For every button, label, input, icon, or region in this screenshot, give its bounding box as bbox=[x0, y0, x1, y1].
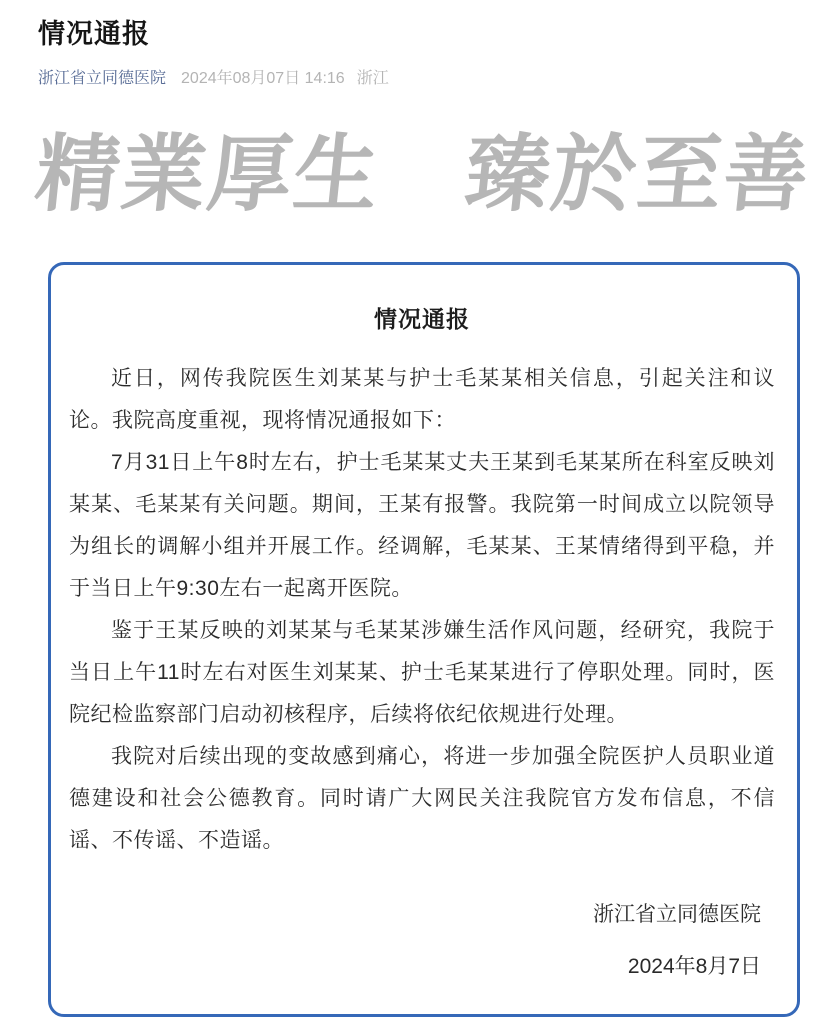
publisher-link[interactable]: 浙江省立同德医院 bbox=[38, 70, 167, 88]
notice-paragraph: 近日，网传我院医生刘某某与护士毛某某相关信息，引起关注和议论。我院高度重视，现将情况通报如下： bbox=[69, 367, 775, 433]
publish-datetime: 2024年08月07日 14:16 bbox=[181, 70, 345, 88]
notice-paragraph: 7月31日上午8时左右，护士毛某某丈夫王某到毛某某所在科室反映刘某某、毛某某有关问题。期间，王某有报警。我院第一时间成立以院领导为组长的调解小组并开展工作。经调解，毛某某、王某情绪得到平稳，并于当日上午9:30左右一起离开医院。 bbox=[69, 451, 775, 601]
page-title: 情况通报 bbox=[38, 19, 150, 49]
article-header bbox=[0, 0, 832, 90]
byline bbox=[38, 69, 794, 90]
signature-block bbox=[69, 900, 775, 982]
signature-date: 2024年8月7日 bbox=[627, 955, 761, 979]
notice-body bbox=[69, 358, 775, 862]
notice-paragraph: 鉴于王某反映的刘某某与毛某某涉嫌生活作风问题，经研究，我院于当日上午11时左右对医生刘某某、护士毛某某进行了停职处理。同时，医院纪检监察部门启动初核程序，后续将依纪依规进行处理。 bbox=[69, 619, 775, 727]
notice-card bbox=[48, 262, 800, 1017]
signature-org: 浙江省立同德医院 bbox=[593, 903, 761, 927]
notice-heading: 情况通报 bbox=[374, 306, 470, 333]
calligraphy-banner: 精業厚生 臻於至善 bbox=[30, 124, 816, 224]
publish-location: 浙江 bbox=[356, 70, 389, 88]
notice-paragraph: 我院对后续出现的变故感到痛心，将进一步加强全院医护人员职业道德建设和社会公德教育。同时请广大网民关注我院官方发布信息，不信谣、不传谣、不造谣。 bbox=[69, 745, 775, 853]
